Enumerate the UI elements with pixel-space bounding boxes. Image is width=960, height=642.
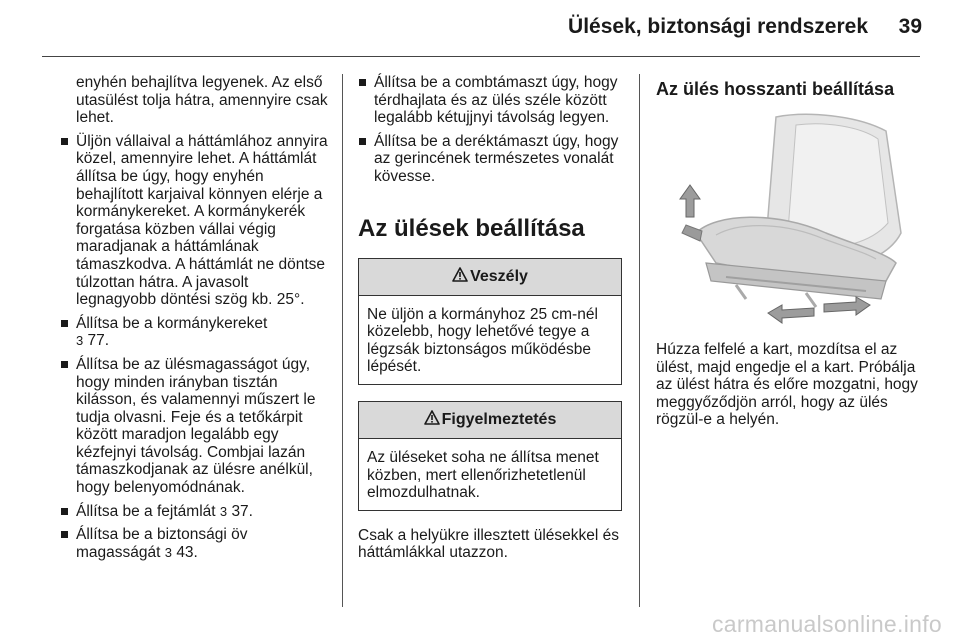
- danger-box: [358, 258, 622, 385]
- danger-title: Veszély: [470, 267, 528, 285]
- reference-icon: 3: [76, 333, 84, 349]
- column-2: [358, 74, 622, 562]
- page-header: [0, 0, 960, 58]
- warning-triangle-icon: [424, 410, 440, 430]
- column-3: [656, 74, 926, 429]
- list-item: [358, 74, 622, 127]
- column-divider-1: [342, 74, 343, 607]
- header-title: Ülések, biztonsági rendszerek: [568, 15, 868, 38]
- list-item: [60, 526, 330, 561]
- warning-box-header: [359, 402, 621, 439]
- list-item-text: Állítsa be a deréktámaszt úgy, hogy az gerincének természetes vonalát kövesse.: [374, 132, 619, 185]
- list-item: [358, 133, 622, 186]
- header-rule: [42, 56, 920, 57]
- reference-icon: 3: [164, 544, 172, 560]
- right-arrow-icon: [824, 297, 870, 315]
- column-divider-2: [639, 74, 640, 607]
- list-item: [60, 315, 330, 350]
- seat-adjustment-illustration: [656, 113, 920, 327]
- list-item-text: Üljön vállaival a háttámlához annyira közel, amennyire lehet. A háttámlát állítsa be úgy, hogy enyhén behajlított karjaival könnyen elérje a kormánykereket. A kormánykerék forgatása közben vállai végig maradjanak a háttámlának támaszkodva. A háttámlát ne döntse túlzottan hátra. A javasolt legnagyobb döntési szög kb. 25°.: [76, 132, 328, 309]
- continued-paragraph: enyhén behajlítva legyenek. Az első utasülést tolja hátra, amennyire csak lehet.: [76, 74, 328, 127]
- warning-box: [358, 401, 622, 511]
- warning-title: Figyelmeztetés: [441, 411, 557, 429]
- list-item-text: Állítsa be a biztonsági öv magasságát: [76, 526, 248, 561]
- watermark: carmanualsonline.info: [711, 611, 942, 637]
- figure-caption: Húzza felfelé a kart, mozdítsa el az ülést, majd engedje el a kart. Próbálja az ülést hátra és előre mozgatni, hogy meggyőződjön arról, hogy az ülés rögzül-e a helyén.: [656, 341, 918, 429]
- left-arrow-icon: [768, 305, 814, 323]
- reference-icon: 3: [219, 503, 228, 519]
- warning-text: Az üléseket soha ne állítsa menet közben, mert ellenőrizhetetlenül elmozdulhatnak.: [367, 448, 599, 502]
- list-item: [60, 503, 330, 521]
- page-reference-link[interactable]: 77.: [87, 332, 110, 350]
- danger-text: Ne üljön a kormányhoz 25 cm-nél közelebb, hogy lehetővé tegye a légzsák biztonságos működésbe lépését.: [367, 305, 598, 376]
- list-item: [60, 356, 330, 497]
- list-item-text: Állítsa be a combtámaszt úgy, hogy térdhajlata és az ülés széle között legalább kétujjnyi távolság legyen.: [374, 74, 618, 127]
- page-reference-link[interactable]: 43.: [176, 543, 198, 561]
- note-paragraph: Csak a helyükre illesztett ülésekkel és háttámlákkal utazzon.: [358, 526, 620, 562]
- page-reference-link[interactable]: 37.: [231, 502, 253, 520]
- up-arrow-icon: [680, 185, 700, 217]
- page-number: 39: [898, 15, 922, 38]
- section-heading: Az ülések beállítása: [358, 214, 585, 242]
- subsection-heading: Az ülés hosszanti beállítása: [656, 79, 895, 99]
- list-item: [60, 133, 330, 309]
- list-item-text: Állítsa be a kormánykereket: [76, 314, 268, 332]
- list-item-text: Állítsa be a fejtámlát: [76, 502, 216, 520]
- column-1: [60, 74, 330, 567]
- danger-box-header: [359, 259, 621, 296]
- warning-triangle-icon: [452, 267, 468, 287]
- list-item-text: Állítsa be az ülésmagasságot úgy, hogy minden irányban tisztán kilásson, és valamennyi műszert le tudja olvasni. Feje és a tetőkárpit között maradjon legalább egy kézfejnyi távolság. Combjai lazán támaszkodjanak az ülésre anélkül, hogy belenyomódnának.: [76, 355, 316, 497]
